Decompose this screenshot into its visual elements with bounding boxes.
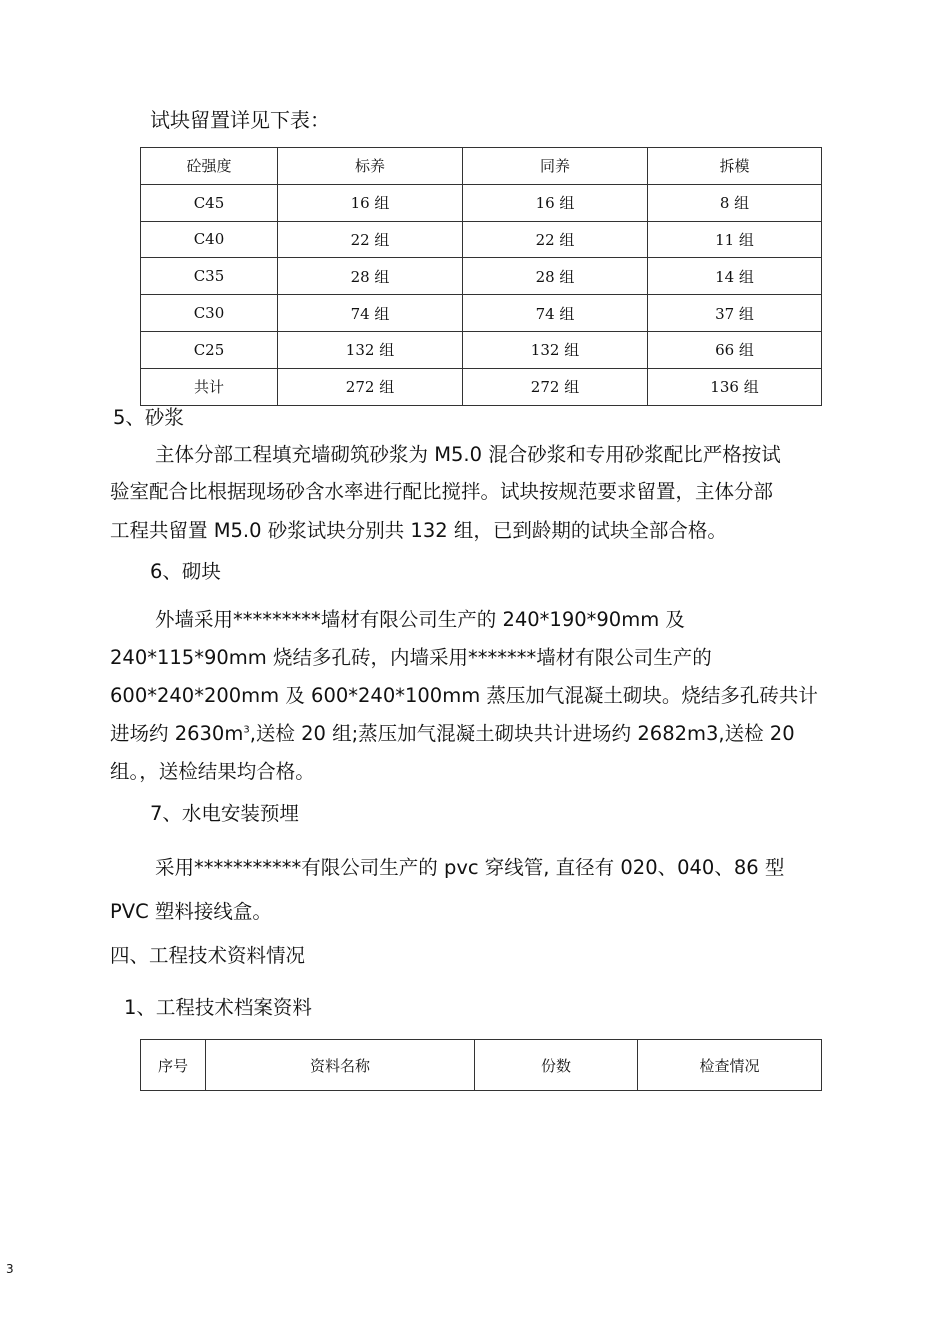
section6-line-part: 进场约 2630m <box>110 722 244 745</box>
specimen-heading: 试块留置详见下表： <box>150 108 330 132</box>
table-cell: 22 组 <box>278 221 463 258</box>
table-cell: 132 组 <box>278 331 463 368</box>
table-cell: 16 组 <box>463 184 648 221</box>
table-cell: 28 组 <box>463 258 648 295</box>
table-row <box>141 331 822 368</box>
subsection1-title: 1、工程技术档案资料 <box>124 996 312 1019</box>
section6-line: 组。，送检结果均合格。 <box>110 760 315 783</box>
header-cell: 同养 <box>463 148 648 185</box>
header-cell: 标养 <box>278 148 463 185</box>
page-number: 3 <box>6 1262 14 1276</box>
table-cell: C40 <box>141 221 278 258</box>
table-row <box>141 221 822 258</box>
table-cell: 16 组 <box>278 184 463 221</box>
header-cell: 砼强度 <box>141 148 278 185</box>
section6-line: 600*240*200mm 及 600*240*100mm 蒸压加气混凝土砌块。烧结多孔砖共计 <box>110 684 818 707</box>
chapter4-title: 四、工程技术资料情况 <box>110 944 306 967</box>
table-row <box>141 368 822 405</box>
table-row <box>141 258 822 295</box>
superscript: 3 <box>243 724 250 736</box>
header-cell: 拆模 <box>648 148 822 185</box>
section6-line-part: ,送检 20 组;蒸压加气混凝土砌块共计进场约 2682m3,送检 20 <box>249 722 795 745</box>
table-cell: C35 <box>141 258 278 295</box>
table-row <box>141 184 822 221</box>
section7-title: 7、水电安装预埋 <box>150 802 299 825</box>
table-cell: C45 <box>141 184 278 221</box>
section6-line: 外墙采用*********墙材有限公司生产的 240*190*90mm 及 <box>155 608 685 631</box>
table-cell: 11 组 <box>648 221 822 258</box>
table-cell: C25 <box>141 331 278 368</box>
table-cell: 共计 <box>141 368 278 405</box>
section5-line: 验室配合比根据现场砂含水率进行配比搅拌。试块按规范要求留置，主体分部 <box>110 480 774 503</box>
section5-line: 工程共留置 M5.0 砂浆试块分别共 132 组，已到龄期的试块全部合格。 <box>110 519 727 542</box>
section7-line: 采用***********有限公司生产的 pvc 穿线管, 直径有 020、040、86 型 <box>155 856 785 879</box>
section6-line: 240*115*90mm 烧结多孔砖，内墙采用*******墙材有限公司生产的 <box>110 646 712 669</box>
header-cell: 检查情况 <box>638 1040 822 1091</box>
table-row <box>141 295 822 332</box>
table-cell: 74 组 <box>463 295 648 332</box>
table-cell: 66 组 <box>648 331 822 368</box>
table-cell: 37 组 <box>648 295 822 332</box>
table-cell: 28 组 <box>278 258 463 295</box>
section6-line <box>110 724 795 744</box>
table-cell: 8 组 <box>648 184 822 221</box>
table-cell: 136 组 <box>648 368 822 405</box>
header-cell: 资料名称 <box>206 1040 475 1091</box>
archive-table <box>140 1039 822 1091</box>
header-cell: 序号 <box>141 1040 206 1091</box>
section5-line: 主体分部工程填充墙砌筑砂浆为 M5.0 混合砂浆和专用砂浆配比严格按试 <box>155 443 781 466</box>
table-cell: 74 组 <box>278 295 463 332</box>
table-cell: C30 <box>141 295 278 332</box>
table-header-row <box>141 1040 822 1091</box>
table-cell: 14 组 <box>648 258 822 295</box>
table-cell: 272 组 <box>278 368 463 405</box>
header-cell: 份数 <box>475 1040 638 1091</box>
table-header-row <box>141 148 822 185</box>
specimen-table <box>140 147 822 406</box>
section7-line: PVC 塑料接线盒。 <box>110 900 272 923</box>
table-cell: 22 组 <box>463 221 648 258</box>
table-cell: 272 组 <box>463 368 648 405</box>
table-cell: 132 组 <box>463 331 648 368</box>
section6-title: 6、砌块 <box>150 560 221 583</box>
section5-title: 5、砂浆 <box>113 406 184 429</box>
